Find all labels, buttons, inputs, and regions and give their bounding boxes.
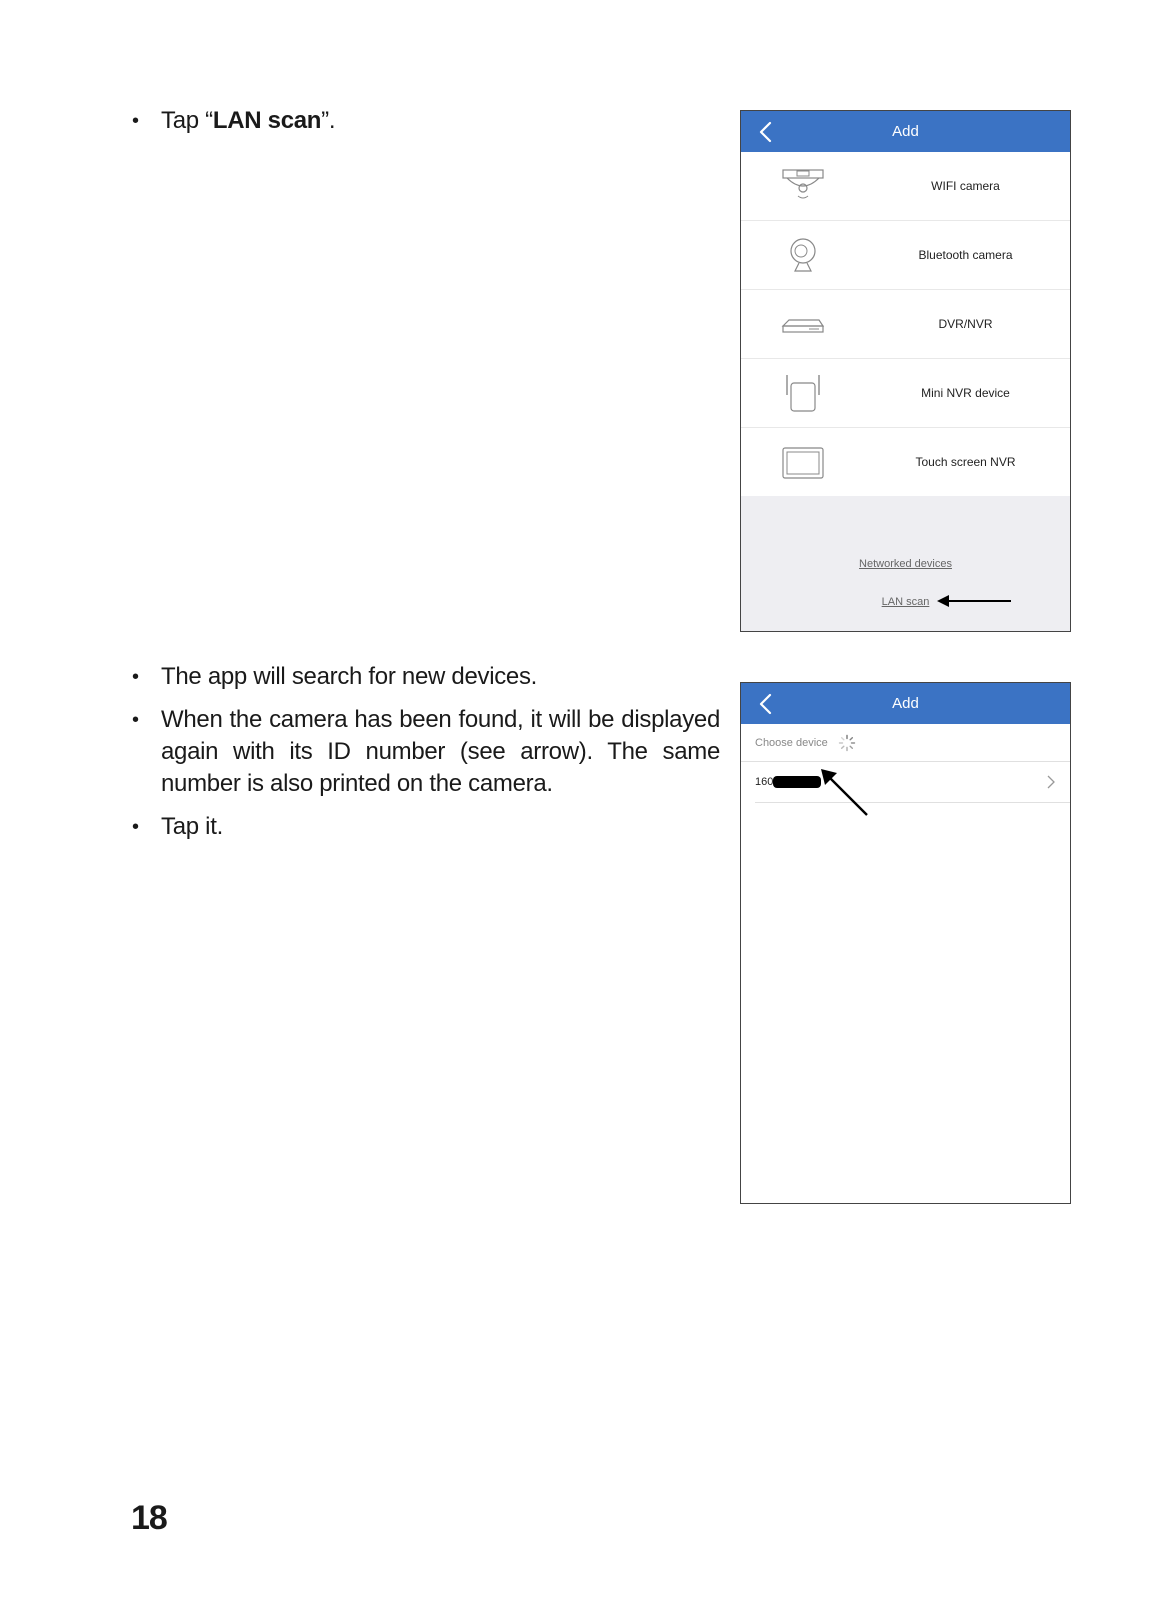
step2-instructions bbox=[0, 661, 720, 854]
wifi-camera-icon bbox=[779, 166, 827, 206]
chevron-right-icon bbox=[1046, 774, 1056, 790]
footer-links-area bbox=[741, 496, 1070, 631]
device-option-mini-nvr[interactable] bbox=[741, 359, 1070, 428]
choose-device-header bbox=[741, 724, 1070, 762]
touch-screen-nvr-icon bbox=[779, 442, 827, 482]
device-option-wifi-camera[interactable] bbox=[741, 152, 1070, 221]
back-arrow-icon[interactable] bbox=[755, 120, 777, 144]
app-header bbox=[741, 683, 1070, 724]
device-label: Touch screen NVR bbox=[915, 455, 1016, 469]
app-header bbox=[741, 111, 1070, 152]
lan-scan-link[interactable]: LAN scan bbox=[881, 596, 930, 608]
add-device-screenshot bbox=[740, 110, 1071, 632]
choose-device-screenshot bbox=[740, 682, 1071, 1204]
header-title: Add bbox=[892, 695, 919, 712]
instruction-bullet: • When the camera has been found, it will be displayed again with its ID number (see arrow). The same number is also printed on the camera. bbox=[0, 704, 720, 800]
choose-device-label: Choose device bbox=[755, 736, 828, 749]
device-option-bluetooth-camera[interactable] bbox=[741, 221, 1070, 290]
loading-spinner-icon bbox=[838, 734, 856, 752]
step1-instructions bbox=[0, 105, 720, 148]
device-option-dvr-nvr[interactable] bbox=[741, 290, 1070, 359]
bluetooth-camera-icon bbox=[779, 235, 827, 275]
dvr-nvr-icon bbox=[779, 304, 827, 344]
instruction-bullet: • The app will search for new devices. bbox=[0, 661, 720, 693]
instruction-bullet: • Tap “LAN scan”. bbox=[0, 105, 720, 137]
networked-devices-link[interactable]: Networked devices bbox=[859, 558, 952, 570]
page-number: 18 bbox=[131, 1499, 167, 1537]
found-device-row[interactable] bbox=[755, 762, 1070, 803]
device-label: Mini NVR device bbox=[921, 386, 1010, 400]
instruction-bullet: • Tap it. bbox=[0, 811, 720, 843]
redacted-id-bar bbox=[773, 776, 821, 788]
pointer-arrow-icon bbox=[937, 594, 1013, 608]
back-arrow-icon[interactable] bbox=[755, 692, 777, 716]
pointer-arrow-icon bbox=[821, 769, 871, 819]
device-label: Bluetooth camera bbox=[918, 248, 1013, 262]
device-id-prefix: 160 bbox=[755, 776, 774, 788]
device-option-touch-screen-nvr[interactable] bbox=[741, 428, 1070, 497]
header-title: Add bbox=[892, 123, 919, 140]
lan-scan-emphasis: LAN scan bbox=[212, 107, 322, 134]
device-label: DVR/NVR bbox=[938, 317, 993, 331]
device-label: WIFI camera bbox=[931, 179, 1000, 193]
mini-nvr-icon bbox=[779, 373, 827, 413]
